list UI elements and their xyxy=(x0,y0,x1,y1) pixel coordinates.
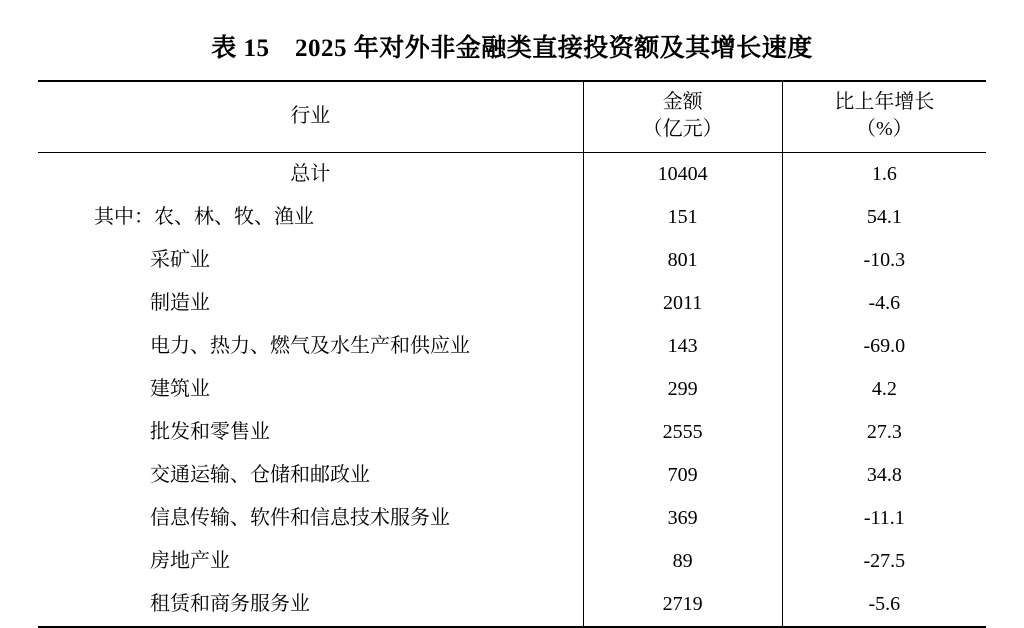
row-industry xyxy=(38,282,583,325)
column-header-growth-label: 比上年增长 xyxy=(834,91,935,113)
row-growth: -4.6 xyxy=(782,282,986,325)
row-amount: 143 xyxy=(583,325,782,368)
row-industry-label: 信息传输、软件和信息技术服务业 xyxy=(150,507,450,529)
row-amount: 709 xyxy=(583,454,782,497)
table-row xyxy=(38,282,986,325)
row-industry-label: 制造业 xyxy=(150,292,210,314)
row-growth: -10.3 xyxy=(782,239,986,282)
table-row xyxy=(38,583,986,627)
row-industry xyxy=(38,368,583,411)
row-industry-label: 交通运输、仓储和邮政业 xyxy=(150,464,370,486)
row-industry xyxy=(38,239,583,282)
row-growth: 54.1 xyxy=(782,196,986,239)
statistics-table xyxy=(38,80,986,628)
row-amount: 2011 xyxy=(583,282,782,325)
row-amount: 299 xyxy=(583,368,782,411)
row-industry xyxy=(38,454,583,497)
row-amount: 10404 xyxy=(583,153,782,197)
row-growth: -11.1 xyxy=(782,497,986,540)
row-industry-label: 总计 xyxy=(290,163,331,185)
column-header-growth-unit: （%） xyxy=(856,118,913,140)
row-industry xyxy=(38,583,583,627)
column-header-growth xyxy=(782,81,986,153)
row-amount: 369 xyxy=(583,497,782,540)
table-body xyxy=(38,153,986,628)
row-amount: 2719 xyxy=(583,583,782,627)
row-industry-label: 其中：农、林、牧、渔业 xyxy=(94,206,314,228)
row-amount: 89 xyxy=(583,540,782,583)
row-industry xyxy=(38,540,583,583)
row-growth: 27.3 xyxy=(782,411,986,454)
table-row xyxy=(38,368,986,411)
row-growth: -27.5 xyxy=(782,540,986,583)
column-header-amount-unit: （亿元） xyxy=(642,118,723,140)
row-amount: 151 xyxy=(583,196,782,239)
row-industry xyxy=(38,411,583,454)
row-growth: 1.6 xyxy=(782,153,986,197)
table-title: 表 15 2025 年对外非金融类直接投资额及其增长速度 xyxy=(211,35,813,62)
row-industry-label: 房地产业 xyxy=(150,550,230,572)
table-header-row xyxy=(38,81,986,153)
column-header-industry-label: 行业 xyxy=(290,104,331,127)
row-industry-label: 电力、热力、燃气及水生产和供应业 xyxy=(150,335,470,357)
row-industry-label: 建筑业 xyxy=(150,378,210,400)
table-row xyxy=(38,454,986,497)
table-row xyxy=(38,497,986,540)
column-header-industry xyxy=(38,81,583,153)
table-row xyxy=(38,325,986,368)
table-row xyxy=(38,411,986,454)
row-amount: 2555 xyxy=(583,411,782,454)
table-row xyxy=(38,196,986,239)
row-industry xyxy=(38,497,583,540)
row-industry-label: 租赁和商务服务业 xyxy=(150,593,310,615)
row-amount: 801 xyxy=(583,239,782,282)
column-header-amount-label: 金额 xyxy=(662,91,703,113)
table-row xyxy=(38,239,986,282)
column-header-amount xyxy=(583,81,782,153)
row-industry-label: 采矿业 xyxy=(150,249,210,271)
row-industry xyxy=(38,196,583,239)
row-growth: -69.0 xyxy=(782,325,986,368)
row-industry-label: 批发和零售业 xyxy=(150,421,270,443)
row-growth: 34.8 xyxy=(782,454,986,497)
table-row xyxy=(38,540,986,583)
row-growth: -5.6 xyxy=(782,583,986,627)
table-row xyxy=(38,153,986,197)
row-industry xyxy=(38,153,583,197)
row-growth: 4.2 xyxy=(782,368,986,411)
row-industry xyxy=(38,325,583,368)
table-header xyxy=(38,81,986,153)
